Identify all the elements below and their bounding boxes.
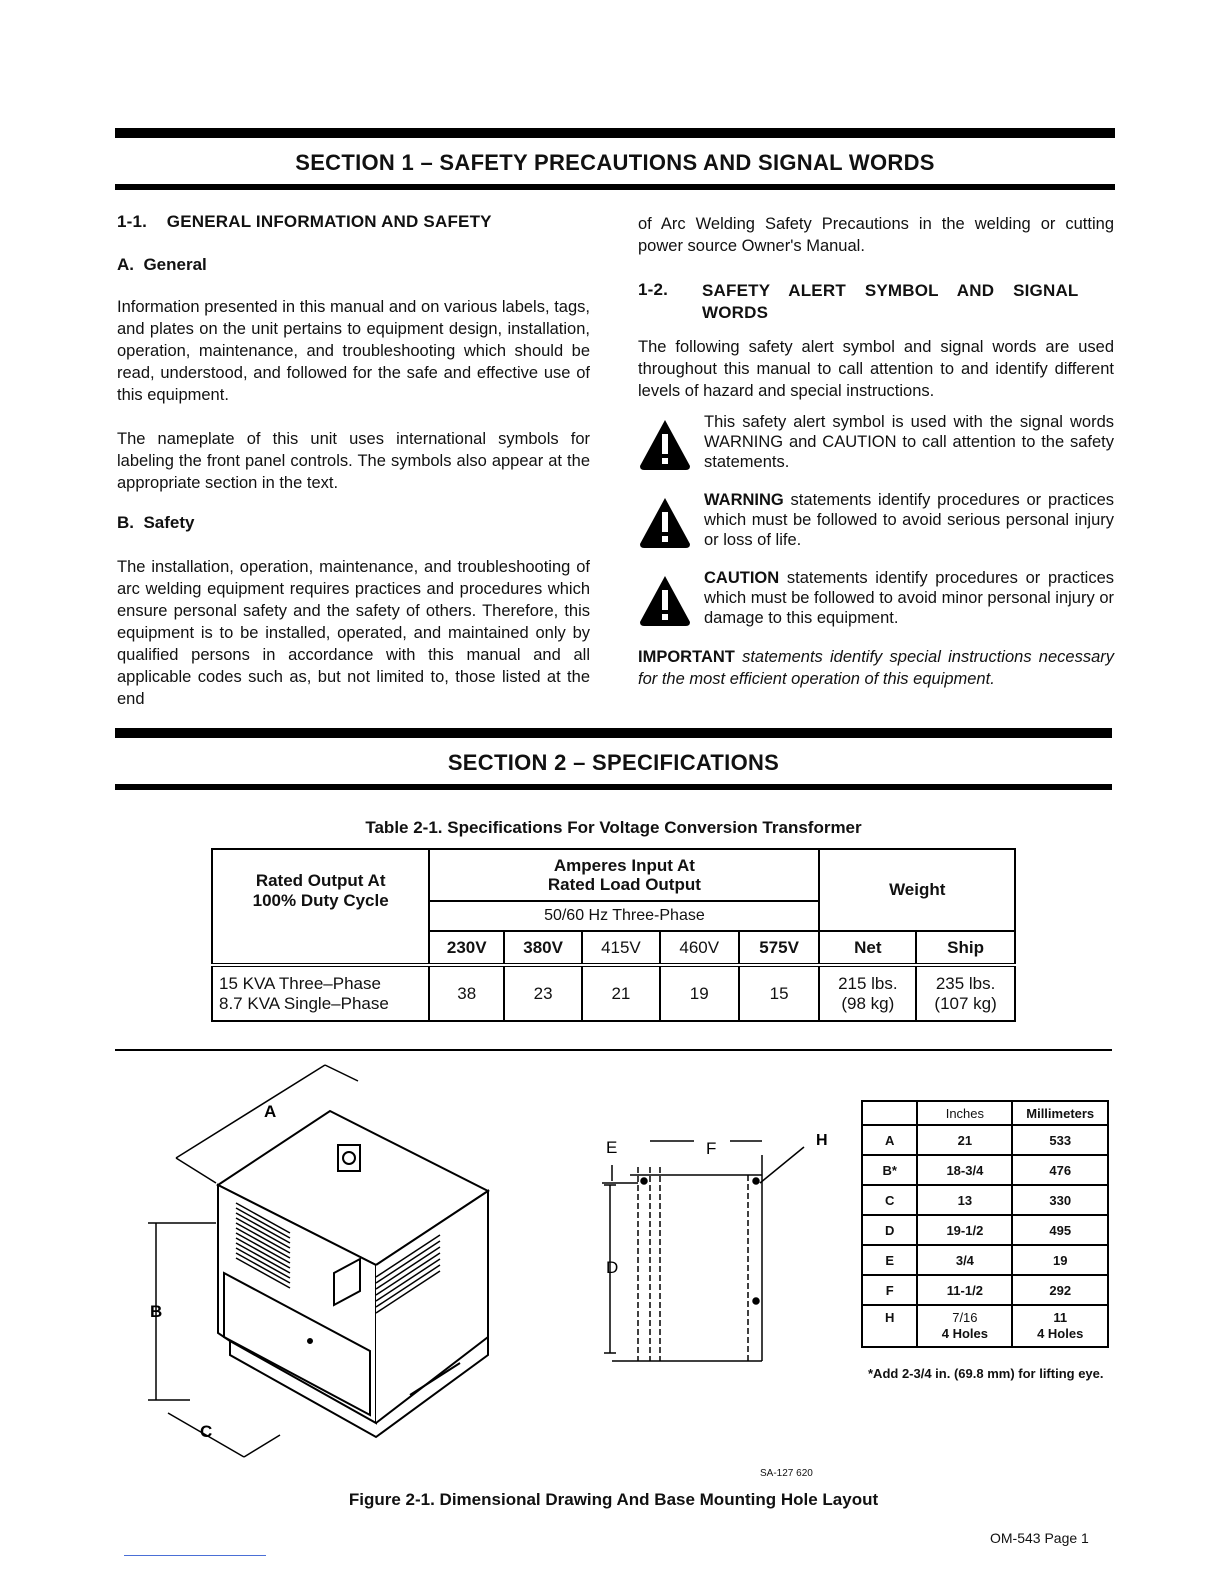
header-voltage-230: 230V (429, 931, 504, 965)
header-voltage-380: 380V (504, 931, 582, 965)
header-amperes (429, 849, 819, 901)
base-mounting-layout (590, 1125, 840, 1375)
dim-inches: 18-3/4 (917, 1155, 1012, 1185)
important-description: statements identify special instructions necessary for the most efficient operation of this equipment. (638, 648, 1114, 688)
dim-inches: 13 (917, 1185, 1012, 1215)
transformer-drawing (130, 1055, 510, 1475)
header-phase: 50/60 Hz Three-Phase (429, 901, 819, 931)
dim-mm (1012, 1305, 1108, 1347)
row-rated-line1: 15 KVA Three–Phase (219, 973, 381, 993)
dim-label: D (862, 1215, 917, 1245)
section1-title: SECTION 1 – SAFETY PRECAUTIONS AND SIGNAL WORDS (295, 150, 935, 175)
header-ship: Ship (916, 931, 1015, 965)
net-kg: (98 kg) (841, 993, 895, 1013)
dim-row-f (862, 1275, 1108, 1305)
dim-label: A (862, 1125, 917, 1155)
dim-label: F (862, 1275, 917, 1305)
section1-top-rule (115, 128, 1115, 138)
header-weight: Weight (819, 849, 1015, 931)
important-paragraph (638, 646, 1114, 690)
dim-row-c (862, 1185, 1108, 1215)
dim-row-d (862, 1215, 1108, 1245)
dim-mm: 19 (1012, 1245, 1108, 1275)
dim-row-a (862, 1125, 1108, 1155)
heading-safety: B. Safety (117, 513, 195, 532)
dim-h-inches-2: 4 Holes (941, 1326, 988, 1341)
cell-amps-575: 15 (739, 965, 820, 1021)
label-f: F (706, 1139, 717, 1158)
warning-row (638, 490, 1114, 550)
cell-weight-ship (916, 965, 1015, 1021)
table-title: Table 2-1. Specifications For Voltage Conversion Transformer (365, 818, 862, 837)
label-b: B (150, 1302, 163, 1321)
dim-inches: 19-1/2 (917, 1215, 1012, 1245)
dim-inches: 11-1/2 (917, 1275, 1012, 1305)
cell-amps-230: 38 (429, 965, 504, 1021)
bottom-blue-line (124, 1555, 266, 1556)
drawing-code: SA-127 620 (760, 1468, 813, 1479)
label-e: E (606, 1138, 618, 1157)
heading-general: A. General (117, 255, 207, 274)
warning-description: statements identify procedures or practices which must be followed to avoid serious personal injury or loss of life. (704, 491, 1114, 549)
heading-1-2-text: SAFETY ALERT SYMBOL AND SIGNAL WORDS (702, 281, 1079, 322)
header-rated-output-line2: 100% Duty Cycle (252, 890, 389, 910)
dim-label: E (862, 1245, 917, 1275)
dim-label: B* (862, 1155, 917, 1185)
specifications-table (211, 848, 1016, 1022)
general-paragraph-2: The nameplate of this unit uses international symbols for labeling the front panel controls. The symbols also appear at the appropriate section in the text. (117, 430, 590, 492)
warning-text (704, 490, 1114, 550)
cell-amps-415: 21 (582, 965, 660, 1021)
dim-row-e (862, 1245, 1108, 1275)
dim-inches: 3/4 (917, 1245, 1012, 1275)
header-rated-output-line1: Rated Output At (255, 870, 386, 890)
heading-1-2-number: 1-2. (638, 280, 669, 299)
caution-description: statements identify procedures or practices which must be followed to avoid minor personal injury or damage to this equipment. (704, 569, 1114, 627)
section2-title: SECTION 2 – SPECIFICATIONS (447, 750, 780, 775)
header-rated-blank (212, 931, 429, 965)
cell-weight-net (819, 965, 916, 1021)
alert-symbol-text: This safety alert symbol is used with the signal words WARNING and CAUTION to call attention to the safety statements. (704, 413, 1114, 471)
continued-paragraph: of Arc Welding Safety Precautions in the welding or cutting power source Owner's Manual. (638, 215, 1114, 255)
important-word: IMPORTANT (638, 648, 735, 666)
caution-word: CAUTION (704, 569, 780, 587)
heading-1-1: 1-1. GENERAL INFORMATION AND SAFETY (117, 212, 492, 231)
label-d: D (606, 1258, 619, 1277)
dim-inches (917, 1305, 1012, 1347)
dimensions-table (861, 1100, 1109, 1348)
header-voltage-575: 575V (739, 931, 820, 965)
header-amperes-line1: Amperes Input At (553, 856, 695, 875)
label-c: C (200, 1422, 213, 1441)
lifting-eye-footnote: *Add 2-3/4 in. (69.8 mm) for lifting eye. (868, 1366, 1104, 1381)
section2-bottom-rule (115, 784, 1112, 790)
ship-lbs: 235 lbs. (935, 973, 996, 993)
heading-1-2 (638, 280, 1114, 324)
alert-symbol-row (638, 412, 1114, 472)
page-number: OM-543 Page 1 (990, 1530, 1089, 1546)
dim-mm: 330 (1012, 1185, 1108, 1215)
dim-inches: 21 (917, 1125, 1012, 1155)
dim-mm: 292 (1012, 1275, 1108, 1305)
figure-top-rule (115, 1049, 1112, 1051)
dim-mm: 495 (1012, 1215, 1108, 1245)
dim-mm: 533 (1012, 1125, 1108, 1155)
section2-top-rule (115, 728, 1112, 738)
header-voltage-415: 415V (582, 931, 660, 965)
label-h: H (816, 1132, 828, 1149)
dim-header-mm: Millimeters (1012, 1101, 1108, 1125)
warning-alert-icon (638, 494, 692, 550)
net-lbs: 215 lbs. (838, 973, 898, 993)
dim-header-blank (862, 1101, 917, 1125)
cell-amps-460: 19 (660, 965, 739, 1021)
general-paragraph-1: Information presented in this manual and on various labels, tags, and plates on the unit pertains to equipment design, installation, operation, maintenance, and troubleshooting which should be read, understood, and followed for the safe and effective use of this equipment. (117, 298, 590, 404)
section1-bottom-rule (115, 184, 1115, 190)
signal-words-intro: The following safety alert symbol and signal words are used throughout this manual to call attention to and identify different levels of hazard and special instructions. (638, 338, 1114, 400)
safety-alert-icon (638, 416, 692, 472)
dim-h-mm-1: 11 (1053, 1310, 1068, 1325)
header-voltage-460: 460V (660, 931, 739, 965)
caution-text (704, 568, 1114, 628)
label-a: A (264, 1102, 277, 1121)
dim-header-inches: Inches (917, 1101, 1012, 1125)
row-rated-line2: 8.7 KVA Single–Phase (219, 993, 389, 1013)
header-net: Net (819, 931, 916, 965)
warning-word: WARNING (704, 491, 784, 509)
dim-h-inches-1: 7/16 (952, 1310, 978, 1325)
header-amperes-line2: Rated Load Output (547, 875, 701, 894)
caution-row (638, 568, 1114, 628)
dim-row-b (862, 1155, 1108, 1185)
row-rated-output (212, 965, 429, 1021)
safety-paragraph: The installation, operation, maintenance, and troubleshooting of arc welding equipment requires practices and procedures which ensure personal safety and the safety of others. Therefore, this equipment is to be installed, operated, and maintained only by qualified persons in accordance with this manual and all applicable codes such as, but not limited to, those listed at the end (117, 558, 590, 708)
figure-caption: Figure 2-1. Dimensional Drawing And Base Mounting Hole Layout (348, 1490, 879, 1509)
ship-kg: (107 kg) (934, 993, 997, 1013)
dim-label: H (862, 1305, 917, 1347)
cell-amps-380: 23 (504, 965, 582, 1021)
dim-h-mm-2: 4 Holes (1037, 1326, 1084, 1341)
dim-mm: 476 (1012, 1155, 1108, 1185)
dim-row-h (862, 1305, 1108, 1347)
caution-alert-icon (638, 572, 692, 628)
dim-label: C (862, 1185, 917, 1215)
header-rated-output (212, 849, 429, 931)
